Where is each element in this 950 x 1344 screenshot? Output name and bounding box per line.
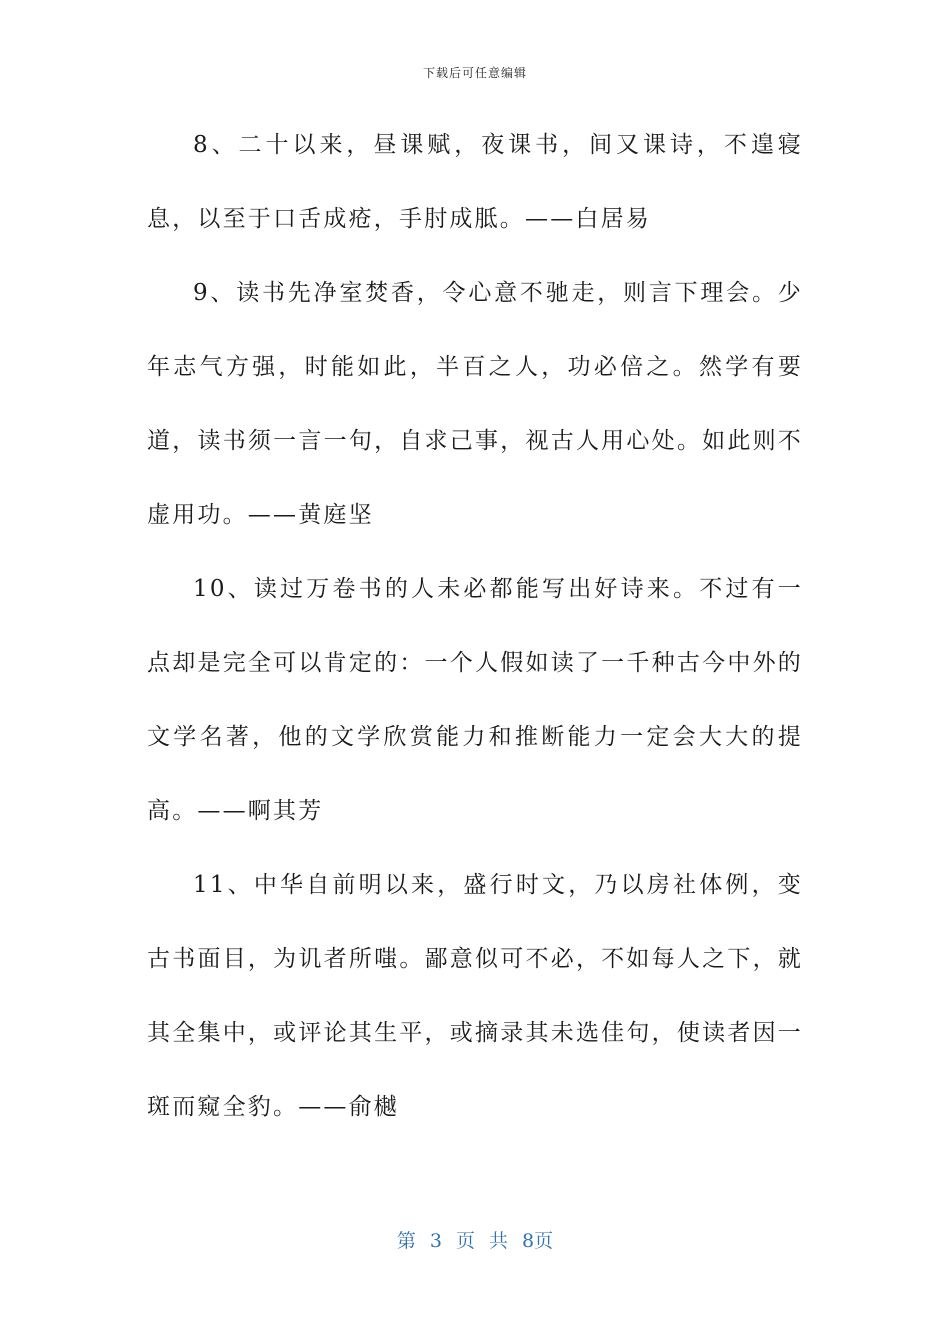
footer-label-of: 页 [455, 1230, 475, 1252]
document-body [147, 108, 803, 1144]
quote-paragraph-11: 11、中华自前明以来，盛行时文，乃以房社体例，变古书面目，为讥者所嗤。鄙意似可不必，不如每人之下，就其全集中，或评论其生平，或摘录其未选佳句，使读者因一斑而窥全豹。——俞樾 [147, 872, 803, 1120]
footer-label-page: 第 [396, 1230, 416, 1252]
page-number-footer [0, 1226, 950, 1253]
footer-label-total: 共 [489, 1230, 509, 1252]
footer-total-pages: 8页 [522, 1230, 554, 1252]
page-header: 下载后可任意编辑 [422, 66, 527, 80]
quote-paragraph-9: 9、读书先净室焚香，令心意不驰走，则言下理会。少年志气方强，时能如此，半百之人，功必倍之。然学有要道，读书须一言一句，自求己事，视古人用心处。如此则不虚用功。——黄庭坚 [147, 280, 803, 528]
quote-paragraph-8: 8、二十以来，昼课赋，夜课书，间又课诗，不遑寝息，以至于口舌成疮，手肘成胝。——白居易 [147, 132, 803, 232]
quote-paragraph-10: 10、读过万卷书的人未必都能写出好诗来。不过有一点却是完全可以肯定的：一个人假如读了一千种古今中外的文学名著，他的文学欣赏能力和推断能力一定会大大的提高。——啊其芳 [147, 576, 803, 824]
footer-current-page: 3 [429, 1230, 442, 1252]
